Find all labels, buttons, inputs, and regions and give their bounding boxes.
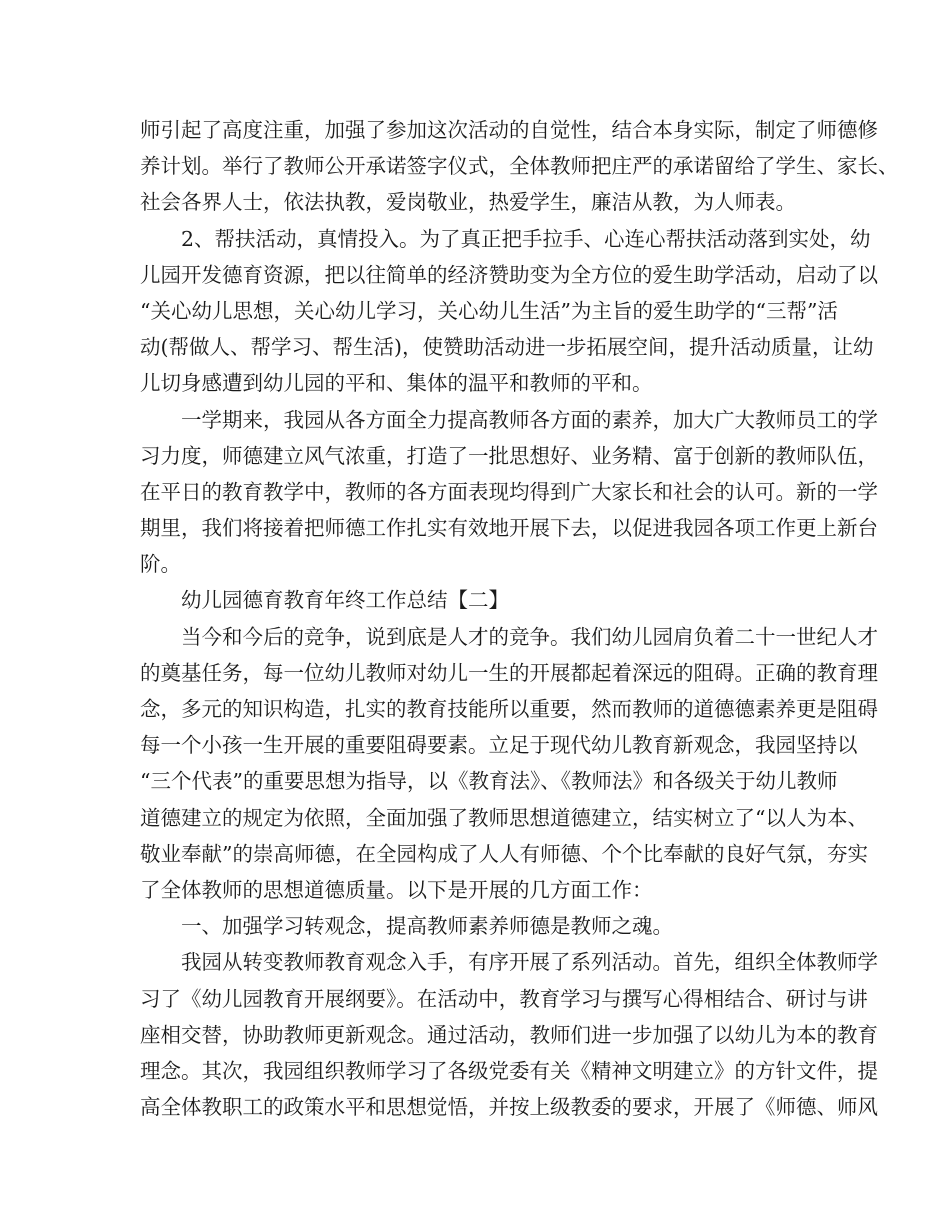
text-line: 社会各界人士，依法执教，爱岗敬业，热爱学生，廉洁从教，为人师表。 — [140, 190, 796, 215]
text-line: 幼儿园德育教育年终工作总结【二】 — [181, 588, 509, 613]
text-line: 师引起了高度注重，加强了参加这次活动的自觉性，结合本身实际，制定了师德修 — [140, 118, 878, 142]
text-line: 养计划。举行了教师公开承诺签字仪式，全体教师把庄严的承诺留给了学生、家长、 — [140, 154, 899, 179]
text-line: “关心幼儿思想，关心幼儿学习，关心幼儿生活”为主旨的爱生助学的“三帮”活 — [140, 298, 838, 323]
text-line: 道德建立的规定为依照，全面加强了教师思想道德建立，结实树立了“以人为本、 — [140, 805, 868, 830]
text-line: 期里，我们将接着把师德工作扎实有效地开展下去，以促进我园各项工作更上新台 — [140, 516, 878, 541]
text-line: 敬业奉献”的崇高师德，在全园构成了人人有师德、个个比奉献的良好气氛，夯实 — [140, 841, 868, 866]
text-line: 当今和今后的竞争，说到底是人才的竞争。我们幼儿园肩负着二十一世纪人才 — [181, 624, 878, 649]
text-line: 动(帮做人、帮学习、帮生活)，使赞助活动进一步拓展空间，提升活动质量，让幼 — [140, 335, 874, 360]
text-line: 高全体教职工的政策水平和思想觉悟，并按上级教委的要求，开展了《师德、师风 — [140, 1095, 878, 1120]
text-line: 的奠基任务，每一位幼儿教师对幼儿一生的开展都起着深远的阻碍。正确的教育理 — [140, 660, 878, 685]
text-line: 儿切身感遭到幼儿园的平和、集体的温平和教师的平和。 — [140, 371, 653, 396]
text-line: 阶。 — [140, 552, 181, 577]
text-line: 2、帮扶活动，真情投入。为了真正把手拉手、心连心帮扶活动落到实处，幼 — [181, 226, 871, 251]
document-body — [140, 112, 899, 1125]
text-line: 一、加强学习转观念，提高教师素养师德是教师之魂。 — [181, 914, 673, 939]
text-line: 理念。其次，我园组织教师学习了各级党委有关《精神文明建立》的方针文件，提 — [140, 1058, 878, 1083]
text-line: 座相交替，协助教师更新观念。通过活动，教师们进一步加强了以幼儿为本的教育 — [140, 1022, 878, 1047]
text-line: 习力度，师德建立风气浓重，打造了一批思想好、业务精、富于创新的教师队伍， — [140, 443, 878, 468]
text-line: 我园从转变教师教育观念入手，有序开展了系列活动。首先，组织全体教师学 — [181, 950, 878, 975]
text-line: 在平日的教育教学中，教师的各方面表现均得到广大家长和社会的认可。新的一学 — [140, 479, 878, 504]
text-line: 每一个小孩一生开展的重要阻碍要素。立足于现代幼儿教育新观念，我园坚持以 — [140, 733, 858, 758]
text-line: 儿园开发德育资源，把以往简单的经济赞助变为全方位的爱生助学活动，启动了以 — [140, 262, 878, 287]
text-line: “三个代表”的重要思想为指导，以《教育法》、《教师法》和各级关于幼儿教师 — [140, 769, 838, 794]
text-line: 习了《幼儿园教育开展纲要》。在活动中，教育学习与撰写心得相结合、研讨与讲 — [140, 986, 868, 1011]
text-line: 了全体教师的思想道德质量。以下是开展的几方面工作： — [140, 877, 653, 902]
text-line: 念，多元的知识构造，扎实的教育技能所以重要，然而教师的道德德素养更是阻碍 — [140, 697, 878, 721]
text-line: 一学期来，我园从各方面全力提高教师各方面的素养，加大广大教师员工的学 — [181, 407, 878, 432]
